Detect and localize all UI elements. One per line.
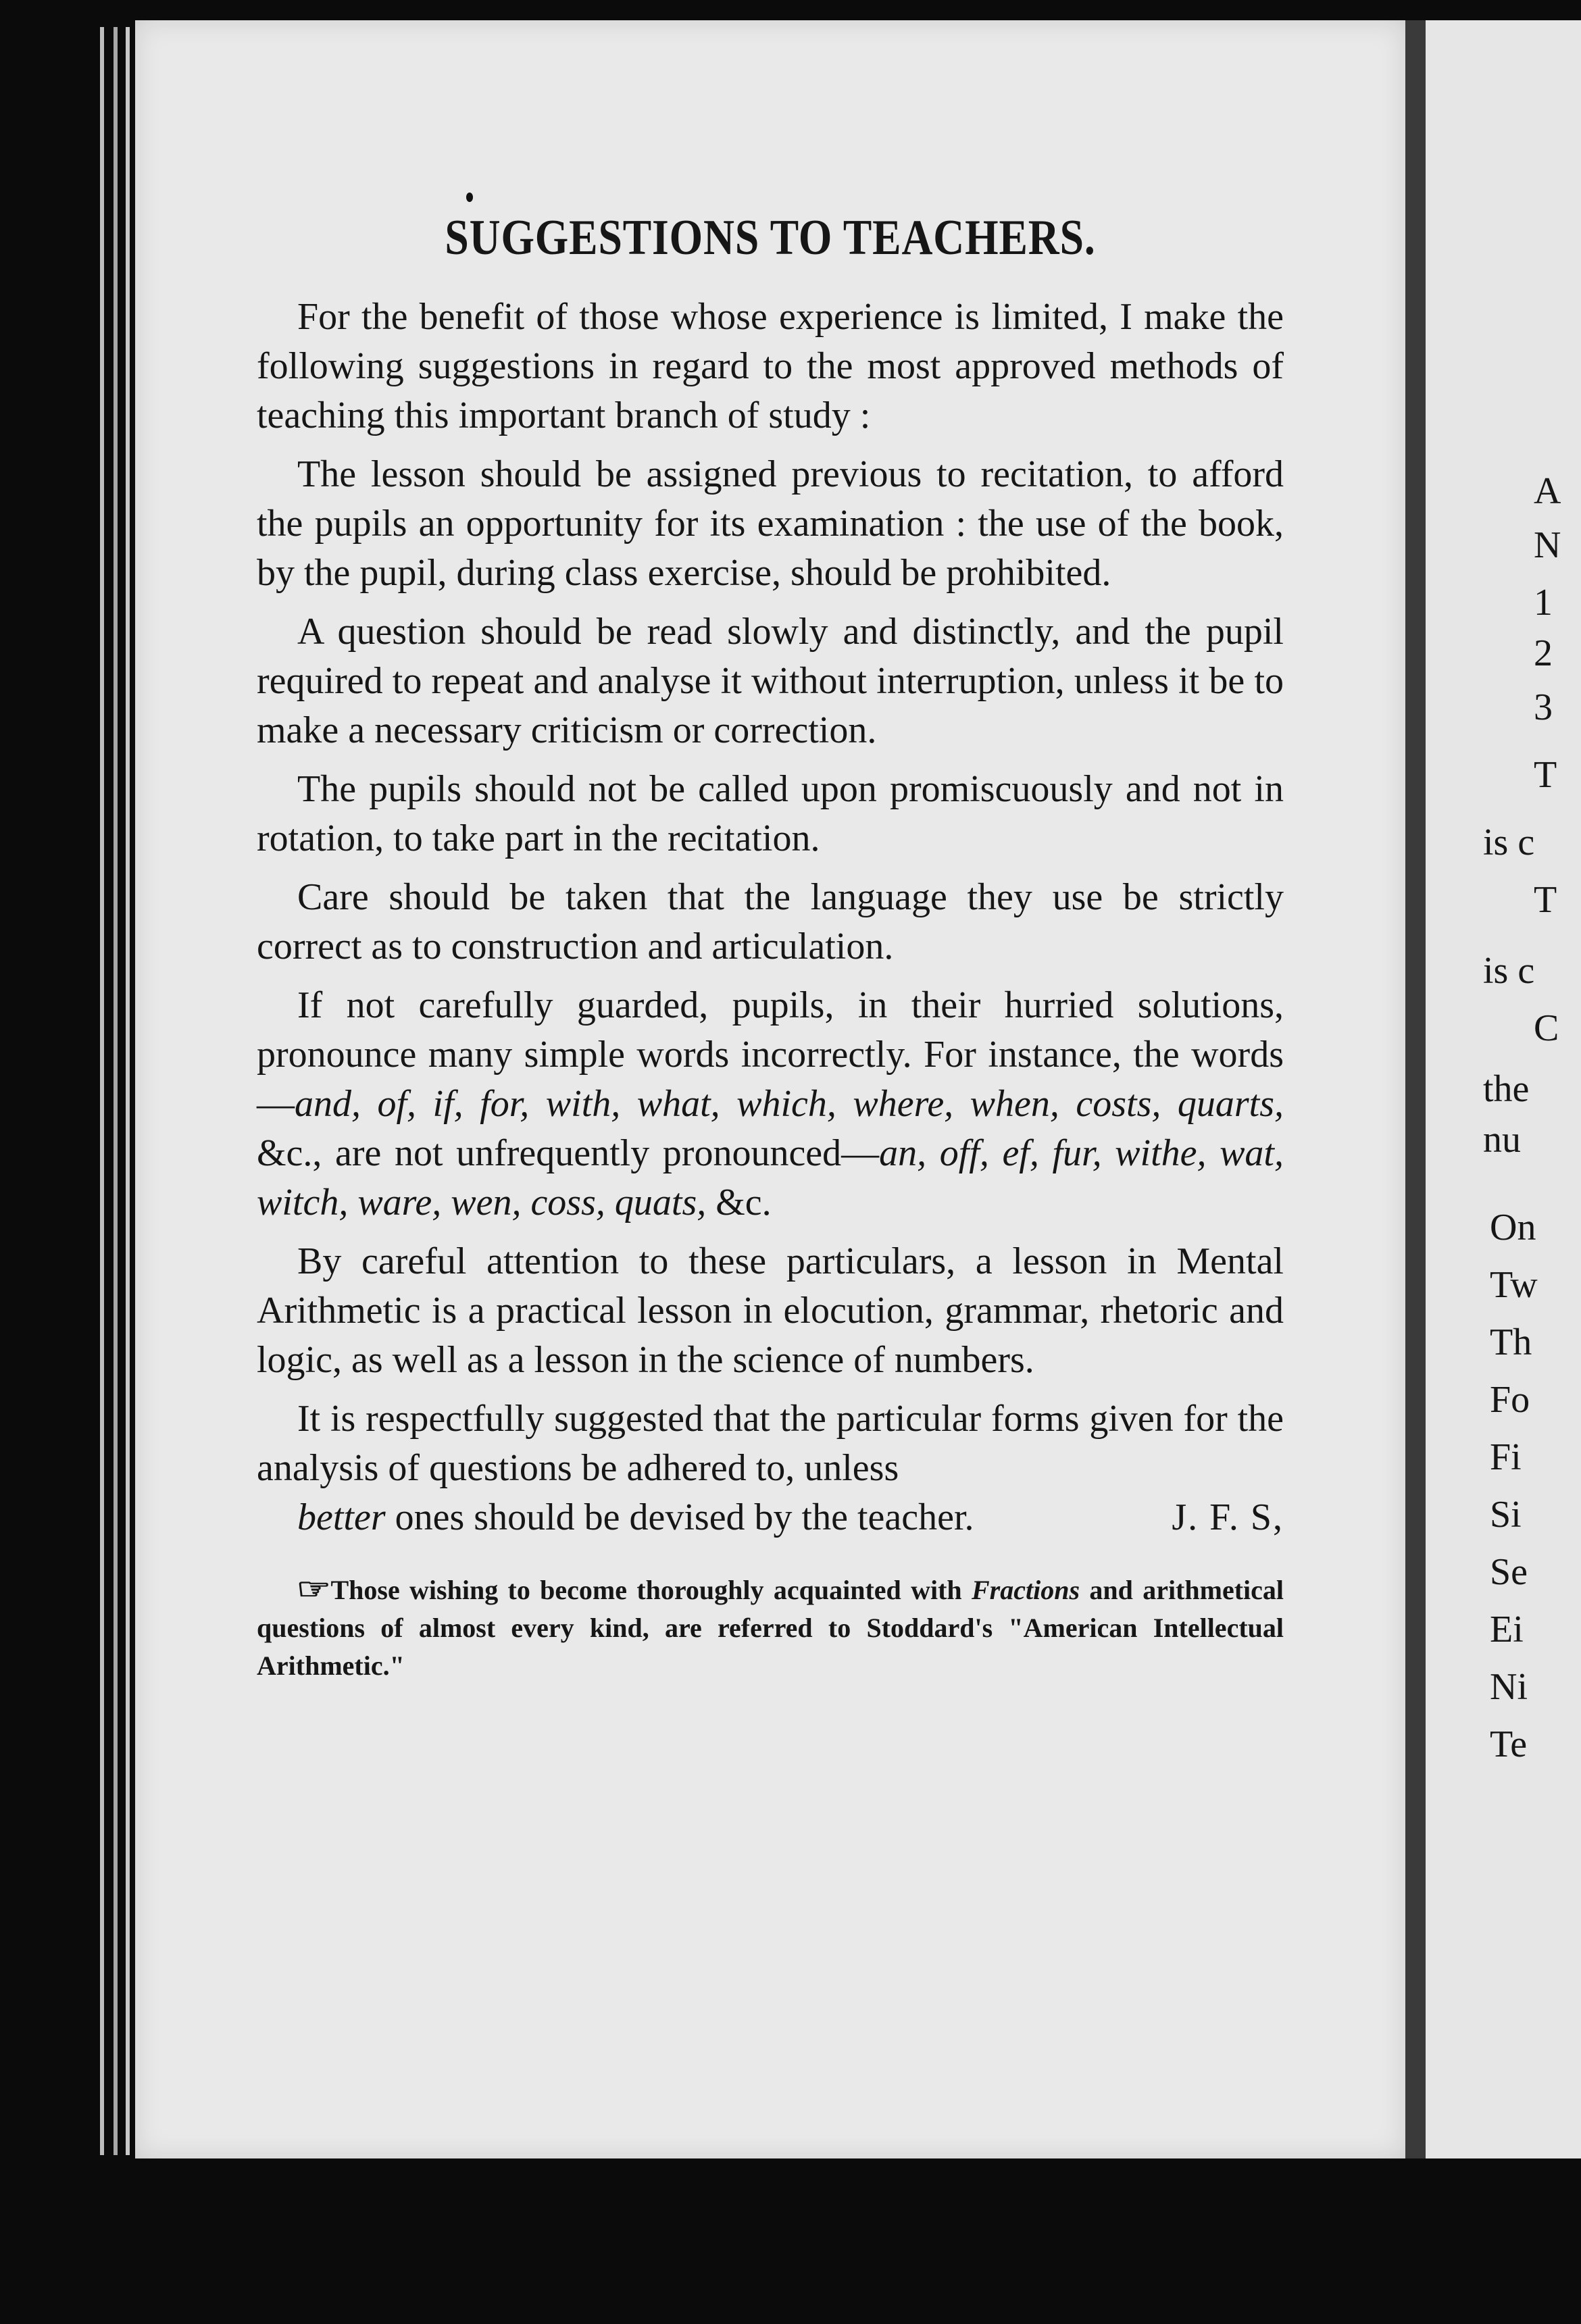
signature: J. F. S,	[1172, 1496, 1284, 1538]
fragment: Te	[1490, 1723, 1528, 1765]
fragment: 3	[1534, 686, 1553, 728]
note-italic: Fractions	[972, 1575, 1080, 1605]
fragment: Ni	[1490, 1666, 1528, 1708]
fragment: Th	[1490, 1321, 1532, 1363]
fragment: C	[1534, 1007, 1559, 1049]
fragment: N	[1534, 524, 1561, 566]
page-edge	[114, 27, 118, 2155]
fragment: Tw	[1490, 1264, 1538, 1306]
footnote	[257, 1571, 1284, 1685]
left-page	[135, 20, 1405, 2158]
fragment: 1	[1534, 582, 1553, 624]
correct-words: and, of, if, for, with, what, which, where, when, costs, quarts,	[295, 1083, 1284, 1125]
closing-text: It is respectfully suggested that the particular forms given for the analysis of questions be adhered to, unless	[257, 1398, 1284, 1489]
page-content	[257, 209, 1284, 1712]
pronunciation-end: &c.	[706, 1182, 772, 1223]
fragment: nu	[1483, 1119, 1521, 1161]
fragment: A	[1534, 470, 1561, 512]
scan-border	[0, 2158, 1581, 2324]
fragment: T	[1534, 879, 1557, 921]
ink-dot	[466, 193, 473, 202]
page-edge	[126, 27, 130, 2155]
fragment: is c	[1483, 822, 1535, 863]
pronunciation-intro: If not carefully guarded, pupils, in their hurried solutions, pronounce many simple words incorrectly. For instance, the words—	[257, 984, 1284, 1125]
mispronounced-words: an, off, ef, fur, withe, wat, witch, ware, wen, coss, quats,	[257, 1132, 1284, 1223]
note-before: Those wishing to become thoroughly acquainted with	[330, 1575, 972, 1605]
paragraph: A question should be read slowly and distinctly, and the pupil required to repeat and analyse it without interruption, unless it be to make a necessary criticism or correction.	[257, 611, 1284, 751]
closing-tail: ones should be devised by the teacher.	[385, 1496, 974, 1538]
fragment: Se	[1490, 1551, 1528, 1593]
signature-row	[257, 1493, 1284, 1542]
paragraph-closing	[257, 1394, 1284, 1542]
paragraph: The pupils should not be called upon promiscuously and not in rotation, to take part in the recitation.	[257, 768, 1284, 859]
right-page	[1426, 20, 1581, 2158]
paragraph: Care should be taken that the language they use be strictly correct as to construction and articulation.	[257, 876, 1284, 967]
fragment: is c	[1483, 950, 1535, 992]
paragraph: By careful attention to these particulars, a lesson in Mental Arithmetic is a practical lesson in elocution, grammar, rhetoric and logic, as well as a lesson in the science of numbers.	[257, 1240, 1284, 1381]
fragment: Fo	[1490, 1379, 1530, 1421]
paragraph: The lesson should be assigned previous to recitation, to afford the pupils an opportunity for its examination : the use of the book, by the pupil, during class exercise, should be prohibited.	[257, 453, 1284, 594]
fragment: the	[1483, 1068, 1530, 1110]
fragment: Si	[1490, 1494, 1522, 1536]
paragraph-pronunciation	[257, 981, 1284, 1228]
fragment: On	[1490, 1207, 1536, 1248]
pronunciation-middle: &c., are not unfrequently pronounced—	[257, 1132, 880, 1174]
italic-word: better	[297, 1496, 386, 1538]
fragment: T	[1534, 754, 1557, 796]
fragment: Fi	[1490, 1436, 1522, 1478]
book-gutter	[1405, 20, 1426, 2158]
page-edge	[100, 27, 104, 2155]
page-title: SUGGESTIONS TO TEACHERS.	[445, 210, 1096, 266]
note-after: and arithmetical questions of almost every kind, are referred to Stoddard's "American Intellectual Arithmetic."	[257, 1575, 1284, 1681]
fragment: 2	[1534, 632, 1553, 674]
paragraph: For the benefit of those whose experience is limited, I make the following suggestions in regard to the most approved methods of teaching this important branch of study :	[257, 296, 1284, 436]
pointing-hand-icon: ☞	[296, 1573, 331, 1606]
fragment: Ei	[1490, 1609, 1524, 1650]
